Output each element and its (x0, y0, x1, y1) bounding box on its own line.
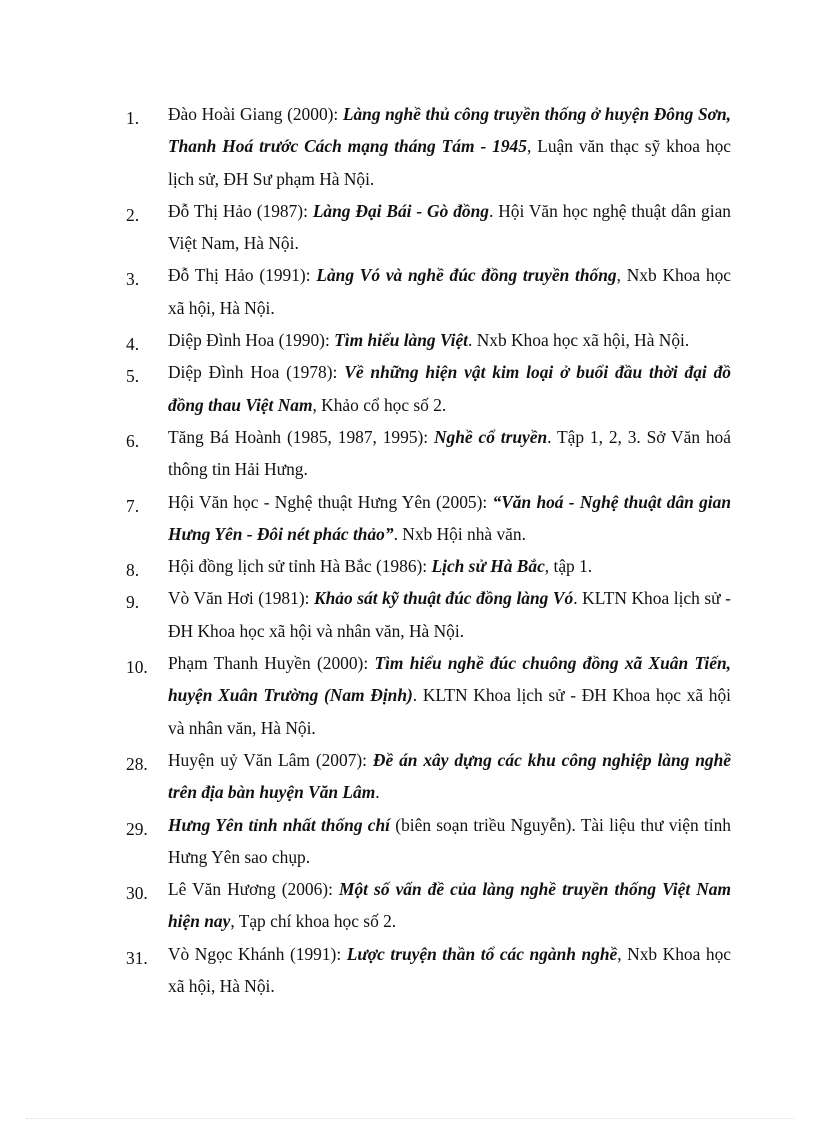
reference-item (126, 550, 731, 582)
reference-details: (biên soạn triều Nguyễn). Tài liệu thư viện tỉnh Hưng Yên sao chụp. (168, 814, 731, 867)
reference-title: Tìm hiểu nghề đúc chuông đồng xã Xuân Tiến, huyện Xuân Trường (Nam Định) (168, 653, 731, 706)
reference-item (126, 582, 731, 647)
reference-author: Phạm Thanh Huyền (2000): (168, 653, 375, 674)
reference-number: 2. (126, 204, 140, 225)
reference-number: 4. (126, 334, 140, 355)
reference-number: 9. (126, 592, 140, 613)
reference-title: Làng Vó và nghề đúc đồng truyền thống (316, 265, 617, 286)
reference-number: 1. (126, 108, 140, 128)
reference-author: Vò Ngọc Khánh (1991): (168, 943, 347, 964)
reference-details: , Tạp chí khoa học số 2. (230, 911, 397, 932)
reference-author: Diệp Đình Hoa (1990): (168, 330, 335, 351)
reference-number: 10. (126, 657, 148, 678)
reference-number: 6. (126, 430, 140, 451)
page-bottom-divider (26, 1118, 794, 1119)
reference-details: , tập 1. (544, 556, 593, 577)
reference-item (126, 938, 731, 1003)
reference-number: 7. (126, 495, 140, 516)
reference-details: , Luận văn thạc sỹ khoa học lịch sử, ĐH Sư phạm Hà Nội. (168, 136, 731, 189)
reference-author: Đỗ Thị Hảo (1987): (168, 200, 313, 221)
reference-item (126, 873, 731, 938)
reference-author: Diệp Đình Hoa (1978): (168, 362, 345, 383)
reference-author: Hội đồng lịch sử tỉnh Hà Bắc (1986): (168, 556, 432, 577)
reference-details: . Tập 1, 2, 3. Sở Văn hoá thông tin Hải Hưng. (168, 426, 731, 480)
reference-item (126, 809, 731, 874)
reference-number: 29. (126, 818, 148, 839)
reference-number: 30. (126, 883, 148, 904)
reference-item (126, 356, 731, 421)
reference-details: , Nxb Khoa học xã hội, Hà Nội. (168, 265, 731, 318)
reference-details: . KLTN Khoa lịch sử - ĐH Khoa học xã hội và nhân văn, Hà Nội. (168, 588, 731, 641)
reference-details: . Nxb Khoa học xã hội, Hà Nội. (468, 330, 690, 351)
reference-item (126, 195, 731, 260)
reference-details: . (375, 782, 380, 803)
reference-number: 31. (126, 947, 148, 968)
reference-author: Vò Văn Hơi (1981): (168, 588, 315, 609)
reference-title: Nghề cổ truyền (434, 426, 548, 447)
reference-author: Huyện uỷ Văn Lâm (2007): (168, 749, 373, 770)
reference-number: 5. (126, 366, 140, 387)
reference-author: Lê Văn Hương (2006): (168, 879, 339, 900)
reference-details: . KLTN Khoa lịch sử - ĐH Khoa học xã hội và nhân văn, Hà Nội. (168, 685, 731, 738)
reference-item (126, 324, 731, 356)
reference-title: Hưng Yên tỉnh nhất thống chí (168, 814, 391, 835)
reference-item (126, 486, 731, 551)
reference-number: 8. (126, 560, 140, 581)
reference-item (126, 744, 731, 809)
reference-author: Tăng Bá Hoành (1985, 1987, 1995): (168, 426, 434, 447)
reference-title: Đề án xây dựng các khu công nghiệp làng nghề trên địa bàn huyện Văn Lâm (168, 749, 731, 803)
reference-item (126, 98, 731, 195)
reference-title: Lược truyện thần tổ các ngành nghề (346, 943, 618, 964)
reference-title: Một số vấn đề của làng nghề truyền thống Việt Nam hiện nay (168, 879, 731, 932)
reference-details: . Hội Văn học nghệ thuật dân gian Việt Nam, Hà Nội. (168, 200, 731, 254)
reference-details: , Khảo cổ học số 2. (312, 394, 447, 415)
reference-title: “Văn hoá - Nghệ thuật dân gian Hưng Yên - Đôi nét phác thảo” (168, 491, 731, 544)
reference-author: Hội Văn học - Nghệ thuật Hưng Yên (2005): (168, 491, 493, 512)
reference-list (126, 98, 731, 1002)
reference-title: Tìm hiểu làng Việt (334, 330, 468, 351)
reference-item (126, 421, 731, 486)
reference-title: Làng Đại Bái - Gò đồng (312, 200, 489, 221)
reference-number: 28. (126, 753, 148, 774)
reference-item (126, 259, 731, 324)
reference-details: . Nxb Hội nhà văn. (393, 523, 526, 544)
reference-title: Làng nghề thủ công truyền thống ở huyện Đông Sơn, Thanh Hoá trước Cách mạng tháng Tám - 1945 (168, 104, 731, 157)
reference-details: , Nxb Khoa học xã hội, Hà Nội. (168, 943, 731, 997)
reference-author: Đào Hoài Giang (2000): (168, 104, 343, 124)
reference-title: Khảo sát kỹ thuật đúc đồng làng Vó (314, 588, 574, 609)
reference-title: Về những hiện vật kim loại ở buổi đầu thời đại đồ đồng thau Việt Nam (168, 362, 731, 415)
reference-title: Lịch sử Hà Bắc (431, 556, 545, 577)
reference-author: Đỗ Thị Hảo (1991): (168, 265, 317, 286)
reference-item (126, 647, 731, 744)
reference-number: 3. (126, 269, 140, 290)
